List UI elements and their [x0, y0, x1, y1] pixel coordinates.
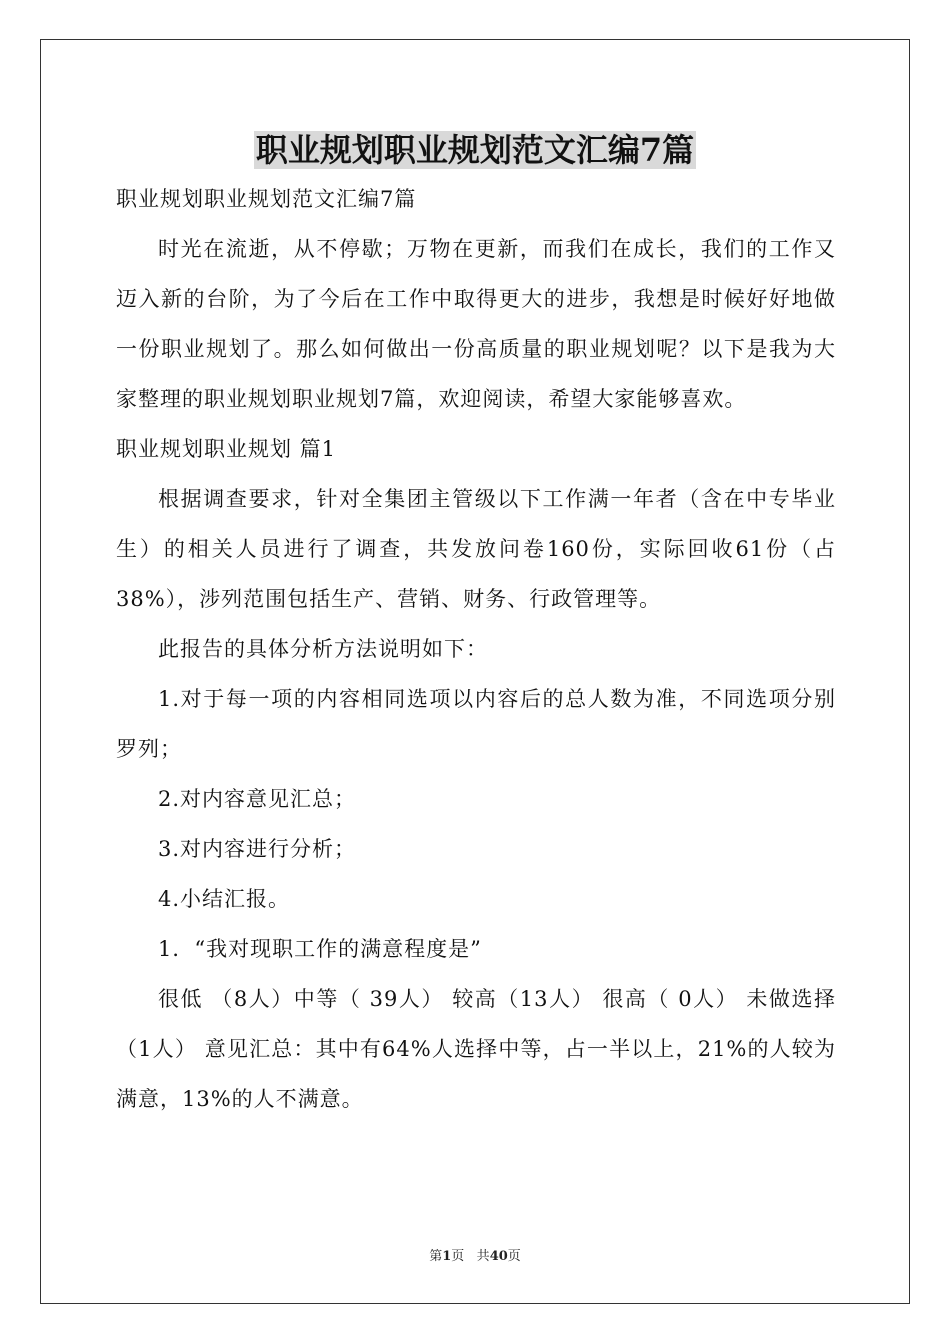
document-body: [116, 174, 836, 1124]
body-paragraph: 1．“我对现职工作的满意程度是”: [158, 937, 482, 961]
body-paragraph: 此报告的具体分析方法说明如下：: [158, 637, 488, 661]
page-number-suffix: 页: [451, 1249, 465, 1264]
page-total-suffix: 页: [507, 1249, 521, 1264]
page-total-count: 40: [489, 1249, 508, 1264]
document-title-text: 职业规划职业规划范文汇编7篇: [255, 131, 695, 169]
document-title: [0, 126, 950, 174]
body-paragraph: 1.对于每一项的内容相同选项以内容后的总人数为准，不同选项分别罗列；: [116, 687, 836, 761]
body-paragraph: 2.对内容意见汇总；: [158, 787, 357, 811]
page-footer: [0, 1247, 950, 1267]
page-total-prefix: 共: [476, 1249, 490, 1264]
body-paragraph: 4.小结汇报。: [158, 887, 291, 911]
body-paragraph: 很低 （8人）中等（ 39人） 较高（13人） 很高（ 0人） 未做选择（1人） 意见汇总：其中有64%人选择中等，占一半以上，21%的人较为满意，13%的人不满意。: [116, 987, 836, 1111]
page-number-prefix: 第: [429, 1249, 443, 1264]
body-paragraph: 3.对内容进行分析；: [158, 837, 357, 861]
document-subtitle: 职业规划职业规划范文汇编7篇: [116, 187, 417, 211]
body-paragraph: 时光在流逝，从不停歇；万物在更新，而我们在成长，我们的工作又迈入新的台阶，为了今后在工作中取得更大的进步，我想是时候好好地做一份职业规划了。那么如何做出一份高质量的职业规划呢？以下是我为大家整理的职业规划职业规划7篇，欢迎阅读，希望大家能够喜欢。: [116, 237, 836, 411]
body-paragraph: 根据调查要求，针对全集团主管级以下工作满一年者（含在中专毕业生）的相关人员进行了调查，共发放问卷160份，实际回收61份（占38%），涉列范围包括生产、营销、财务、行政管理等。: [116, 487, 836, 611]
section-heading: 职业规划职业规划 篇1: [116, 437, 337, 461]
page-number-current: 1: [442, 1249, 452, 1264]
